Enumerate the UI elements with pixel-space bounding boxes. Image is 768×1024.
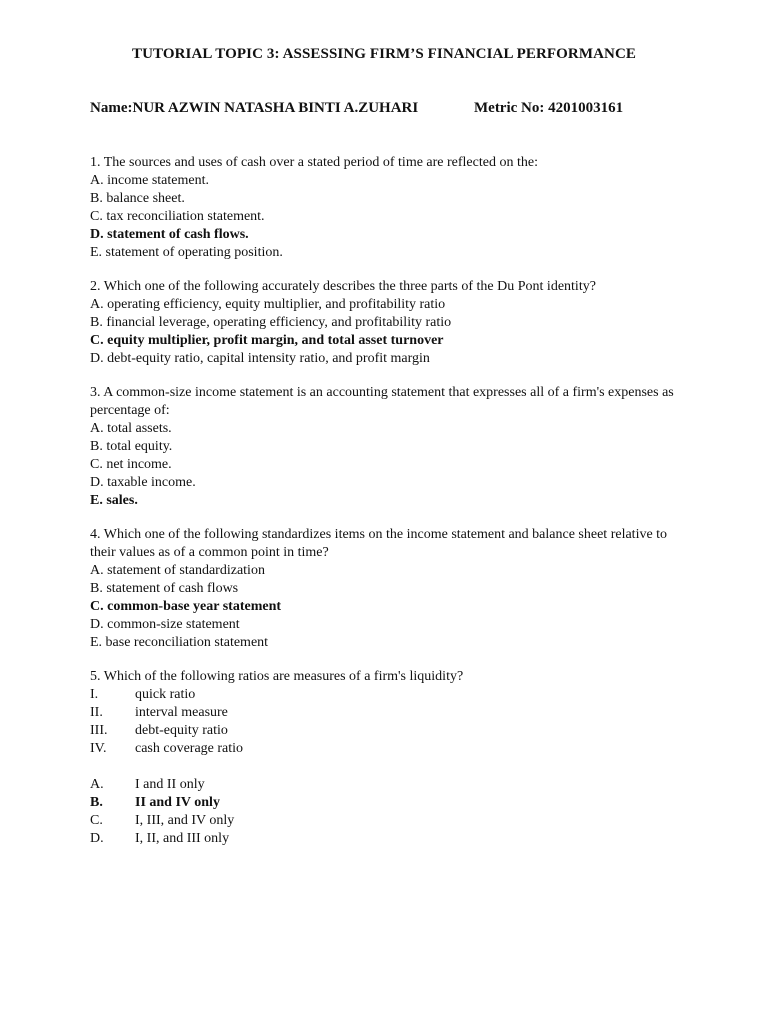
option-a: A. operating efficiency, equity multiplier, and profitability ratio: [90, 297, 446, 312]
choice-letter: A.: [90, 777, 104, 792]
roman-text: cash coverage ratio: [135, 741, 244, 756]
answer-choice-correct: [90, 794, 690, 812]
option-e: E. base reconciliation statement: [90, 635, 269, 650]
option-d: D. common-size statement: [90, 617, 240, 632]
option-b: B. statement of cash flows: [90, 581, 239, 596]
option-c-answer: C. common-base year statement: [90, 599, 282, 614]
question-stem: 2. Which one of the following accurately describes the three parts of the Du Pont identity?: [90, 279, 596, 294]
choice-letter: D.: [90, 831, 104, 846]
roman-item: [90, 704, 690, 722]
question-stem: 1. The sources and uses of cash over a stated period of time are reflected on the:: [90, 155, 538, 170]
spacer: [90, 758, 690, 776]
roman-text: quick ratio: [135, 687, 196, 702]
option-e: E. statement of operating position.: [90, 245, 283, 260]
answer-choice: [90, 830, 690, 848]
option-d-answer: D. statement of cash flows.: [90, 227, 249, 242]
choice-text: II and IV only: [135, 795, 220, 810]
student-name: Name:NUR AZWIN NATASHA BINTI A.ZUHARI: [90, 100, 419, 116]
document-title: TUTORIAL TOPIC 3: ASSESSING FIRM’S FINANCIAL PERFORMANCE: [131, 46, 637, 62]
option-c: C. net income.: [90, 457, 172, 472]
option-c: C. tax reconciliation statement.: [90, 209, 265, 224]
answer-choice: [90, 812, 690, 830]
question-stem: 3. A common-size income statement is an accounting statement that expresses all of a firm's expenses as percentage of:: [90, 385, 674, 418]
choice-text: I, III, and IV only: [135, 813, 235, 828]
question-5: [90, 668, 690, 848]
roman-item: [90, 686, 690, 704]
question-list: [90, 154, 690, 864]
option-c-answer: C. equity multiplier, profit margin, and total asset turnover: [90, 333, 444, 348]
option-d: D. taxable income.: [90, 475, 196, 490]
roman-item: [90, 722, 690, 740]
option-b: B. balance sheet.: [90, 191, 185, 206]
roman-text: interval measure: [135, 705, 228, 720]
answer-choice: [90, 776, 690, 794]
question-1: [90, 154, 690, 262]
option-e-answer: E. sales.: [90, 493, 138, 508]
roman-numeral: III.: [90, 723, 108, 738]
roman-item: [90, 740, 690, 758]
option-d: D. debt-equity ratio, capital intensity ratio, and profit margin: [90, 351, 430, 366]
question-stem: 5. Which of the following ratios are measures of a firm's liquidity?: [90, 669, 464, 684]
choice-letter: B.: [90, 795, 103, 810]
option-a: A. income statement.: [90, 173, 209, 188]
roman-text: debt-equity ratio: [135, 723, 228, 738]
roman-numeral: IV.: [90, 741, 107, 756]
roman-numeral: II.: [90, 705, 103, 720]
question-stem: 4. Which one of the following standardizes items on the income statement and balance sheet relative to their values as of a common point in time?: [90, 527, 668, 560]
option-a: A. statement of standardization: [90, 563, 265, 578]
question-2: [90, 278, 690, 368]
metric-number: Metric No: 4201003161: [474, 100, 624, 116]
option-b: B. total equity.: [90, 439, 173, 454]
question-3: [90, 384, 690, 510]
choice-text: I and II only: [135, 777, 205, 792]
choice-letter: C.: [90, 813, 103, 828]
option-a: A. total assets.: [90, 421, 172, 436]
roman-numeral: I.: [90, 687, 99, 702]
choice-text: I, II, and III only: [135, 831, 230, 846]
option-b: B. financial leverage, operating efficiency, and profitability ratio: [90, 315, 452, 330]
question-4: [90, 526, 690, 652]
